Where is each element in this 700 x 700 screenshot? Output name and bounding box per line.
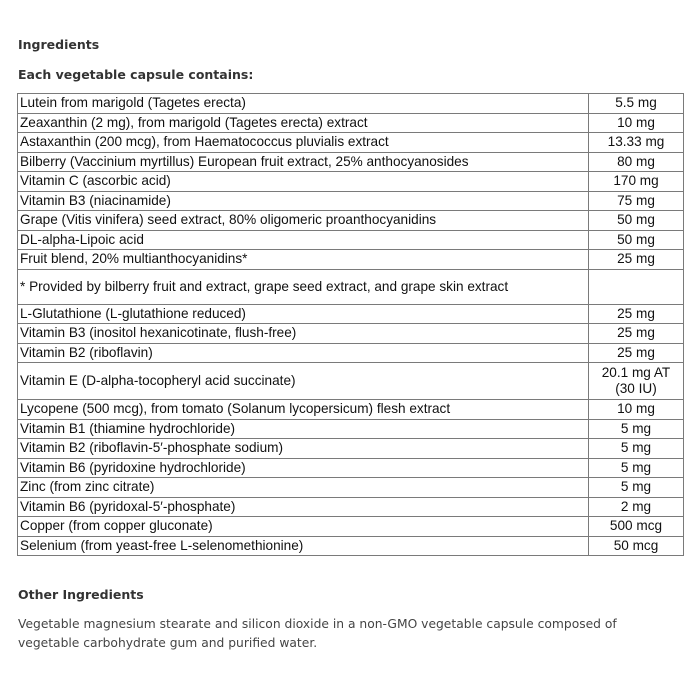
table-row (18, 230, 684, 250)
ingredient-amount: 5 mg (589, 478, 684, 498)
table-row (18, 113, 684, 133)
footnote-text: * Provided by bilberry fruit and extract, grape seed extract, and grape skin extract (18, 269, 589, 304)
ingredient-amount: 10 mg (589, 113, 684, 133)
table-row-footnote (18, 269, 684, 304)
other-ingredients-text: Vegetable magnesium stearate and silicon dioxide in a non-GMO vegetable capsule composed of vegetable carbohydrate gum and purified water. (18, 617, 617, 650)
ingredient-amount: 13.33 mg (589, 133, 684, 153)
ingredient-name: Bilberry (Vaccinium myrtillus) European fruit extract, 25% anthocyanosides (18, 152, 589, 172)
ingredient-amount (589, 269, 684, 304)
ingredient-name: Copper (from copper gluconate) (18, 517, 589, 537)
table-row (18, 172, 684, 192)
ingredient-amount: 50 mg (589, 230, 684, 250)
ingredient-amount: 50 mg (589, 211, 684, 231)
ingredient-name: Vitamin B6 (pyridoxal-5′-phosphate) (18, 497, 589, 517)
table-row (18, 497, 684, 517)
table-row (18, 324, 684, 344)
ingredient-name: Lycopene (500 mcg), from tomato (Solanum lycopersicum) flesh extract (18, 400, 589, 420)
ingredient-amount: 5 mg (589, 439, 684, 459)
table-row (18, 133, 684, 153)
ingredient-name: DL-alpha-Lipoic acid (18, 230, 589, 250)
ingredient-amount: 25 mg (589, 343, 684, 363)
ingredient-amount: 500 mcg (589, 517, 684, 537)
ingredient-amount: 170 mg (589, 172, 684, 192)
table-row (18, 191, 684, 211)
table-row (18, 363, 684, 400)
table-row (18, 304, 684, 324)
ingredient-name: Vitamin B6 (pyridoxine hydrochloride) (18, 458, 589, 478)
table-row (18, 517, 684, 537)
ingredients-table (17, 93, 684, 556)
other-ingredients-heading: Other Ingredients (18, 587, 144, 602)
ingredient-name: Grape (Vitis vinifera) seed extract, 80% oligomeric proanthocyanidins (18, 211, 589, 231)
ingredient-name: Vitamin B2 (riboflavin) (18, 343, 589, 363)
ingredient-amount: 80 mg (589, 152, 684, 172)
table-row (18, 419, 684, 439)
ingredient-amount: 5 mg (589, 458, 684, 478)
ingredient-amount: 25 mg (589, 324, 684, 344)
ingredient-amount: 5.5 mg (589, 94, 684, 114)
ingredient-name: Vitamin C (ascorbic acid) (18, 172, 589, 192)
table-row (18, 152, 684, 172)
table-row (18, 439, 684, 459)
ingredients-heading: Ingredients (18, 37, 100, 52)
ingredient-amount-line1: 20.1 mg AT (601, 365, 671, 380)
ingredient-amount: 25 mg (589, 250, 684, 270)
ingredient-amount-line2: (30 IU) (615, 381, 657, 396)
ingredient-name: Vitamin B3 (niacinamide) (18, 191, 589, 211)
ingredient-name: Zinc (from zinc citrate) (18, 478, 589, 498)
table-row (18, 400, 684, 420)
table-row (18, 458, 684, 478)
ingredient-name: Fruit blend, 20% multianthocyanidins* (18, 250, 589, 270)
ingredient-name: Lutein from marigold (Tagetes erecta) (18, 94, 589, 114)
ingredient-name: Vitamin B2 (riboflavin-5′-phosphate sodium) (18, 439, 589, 459)
table-row (18, 478, 684, 498)
table-row (18, 211, 684, 231)
table-row (18, 536, 684, 556)
capsule-contents-heading: Each vegetable capsule contains: (18, 67, 254, 82)
ingredient-amount: 75 mg (589, 191, 684, 211)
ingredient-amount (589, 363, 684, 400)
ingredient-amount: 50 mcg (589, 536, 684, 556)
ingredient-name: Vitamin B1 (thiamine hydrochloride) (18, 419, 589, 439)
table-row (18, 94, 684, 114)
ingredient-amount: 5 mg (589, 419, 684, 439)
ingredient-amount: 25 mg (589, 304, 684, 324)
ingredient-name: Zeaxanthin (2 mg), from marigold (Tagetes erecta) extract (18, 113, 589, 133)
ingredient-name: Vitamin B3 (inositol hexanicotinate, flush-free) (18, 324, 589, 344)
ingredient-name: Vitamin E (D-alpha-tocopheryl acid succinate) (18, 363, 589, 400)
table-row (18, 250, 684, 270)
ingredient-amount: 10 mg (589, 400, 684, 420)
ingredient-name: Selenium (from yeast-free L-selenomethionine) (18, 536, 589, 556)
table-row (18, 343, 684, 363)
ingredient-name: L-Glutathione (L-glutathione reduced) (18, 304, 589, 324)
ingredient-name: Astaxanthin (200 mcg), from Haematococcus pluvialis extract (18, 133, 589, 153)
ingredient-amount: 2 mg (589, 497, 684, 517)
